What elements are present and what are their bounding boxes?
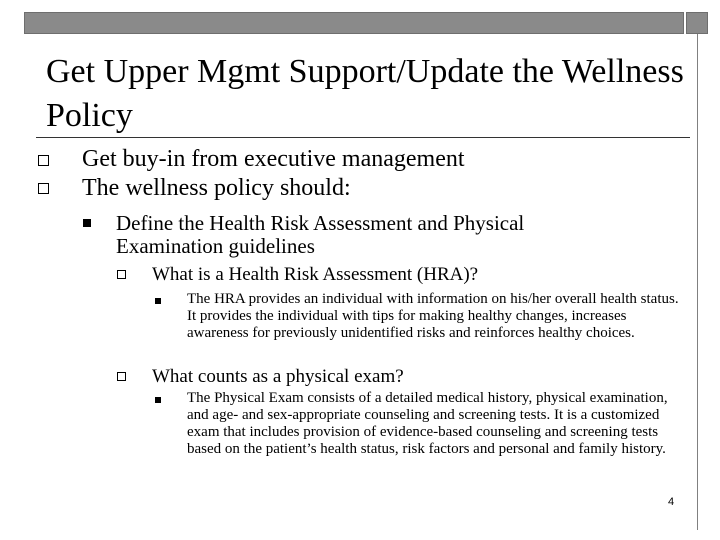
title-divider <box>36 137 690 138</box>
bullet-wellness-policy: The wellness policy should: <box>82 175 351 201</box>
solid-square-bullet-icon <box>155 298 161 304</box>
hollow-square-bullet-icon <box>117 270 126 279</box>
decorative-corner-square <box>686 12 708 34</box>
solid-square-bullet-icon <box>155 397 161 403</box>
page-number: 4 <box>668 496 675 508</box>
hollow-square-bullet-icon <box>38 183 49 194</box>
solid-square-bullet-icon <box>83 219 91 227</box>
hollow-square-bullet-icon <box>117 372 126 381</box>
question-hra: What is a Health Risk Assessment (HRA)? <box>152 264 479 285</box>
answer-physical-exam: The Physical Exam consists of a detailed medical history, physical examination, and age- and sex-appropriate counseling and screening tests. It is a customized exam that includes provision of evidence-based counseling and screening tests based on the patient’s health status, risk factors and personal and family history. <box>187 390 668 457</box>
question-physical-exam: What counts as a physical exam? <box>152 366 404 387</box>
hollow-square-bullet-icon <box>38 155 49 166</box>
sub-bullet-define-guidelines: Define the Health Risk Assessment and Physical Examination guidelines <box>116 211 525 258</box>
decorative-header-bar <box>24 12 684 34</box>
answer-hra: The HRA provides an individual with information on his/her overall health status. It provides the individual with tips for making healthy changes, increases awareness for previously unidentified risks and reinforces healthy choices. <box>187 291 679 341</box>
slide-title: Get Upper Mgmt Support/Update the Wellness Policy <box>46 53 684 134</box>
decorative-vertical-line <box>697 34 698 530</box>
bullet-executive-buy-in: Get buy-in from executive management <box>82 146 465 172</box>
